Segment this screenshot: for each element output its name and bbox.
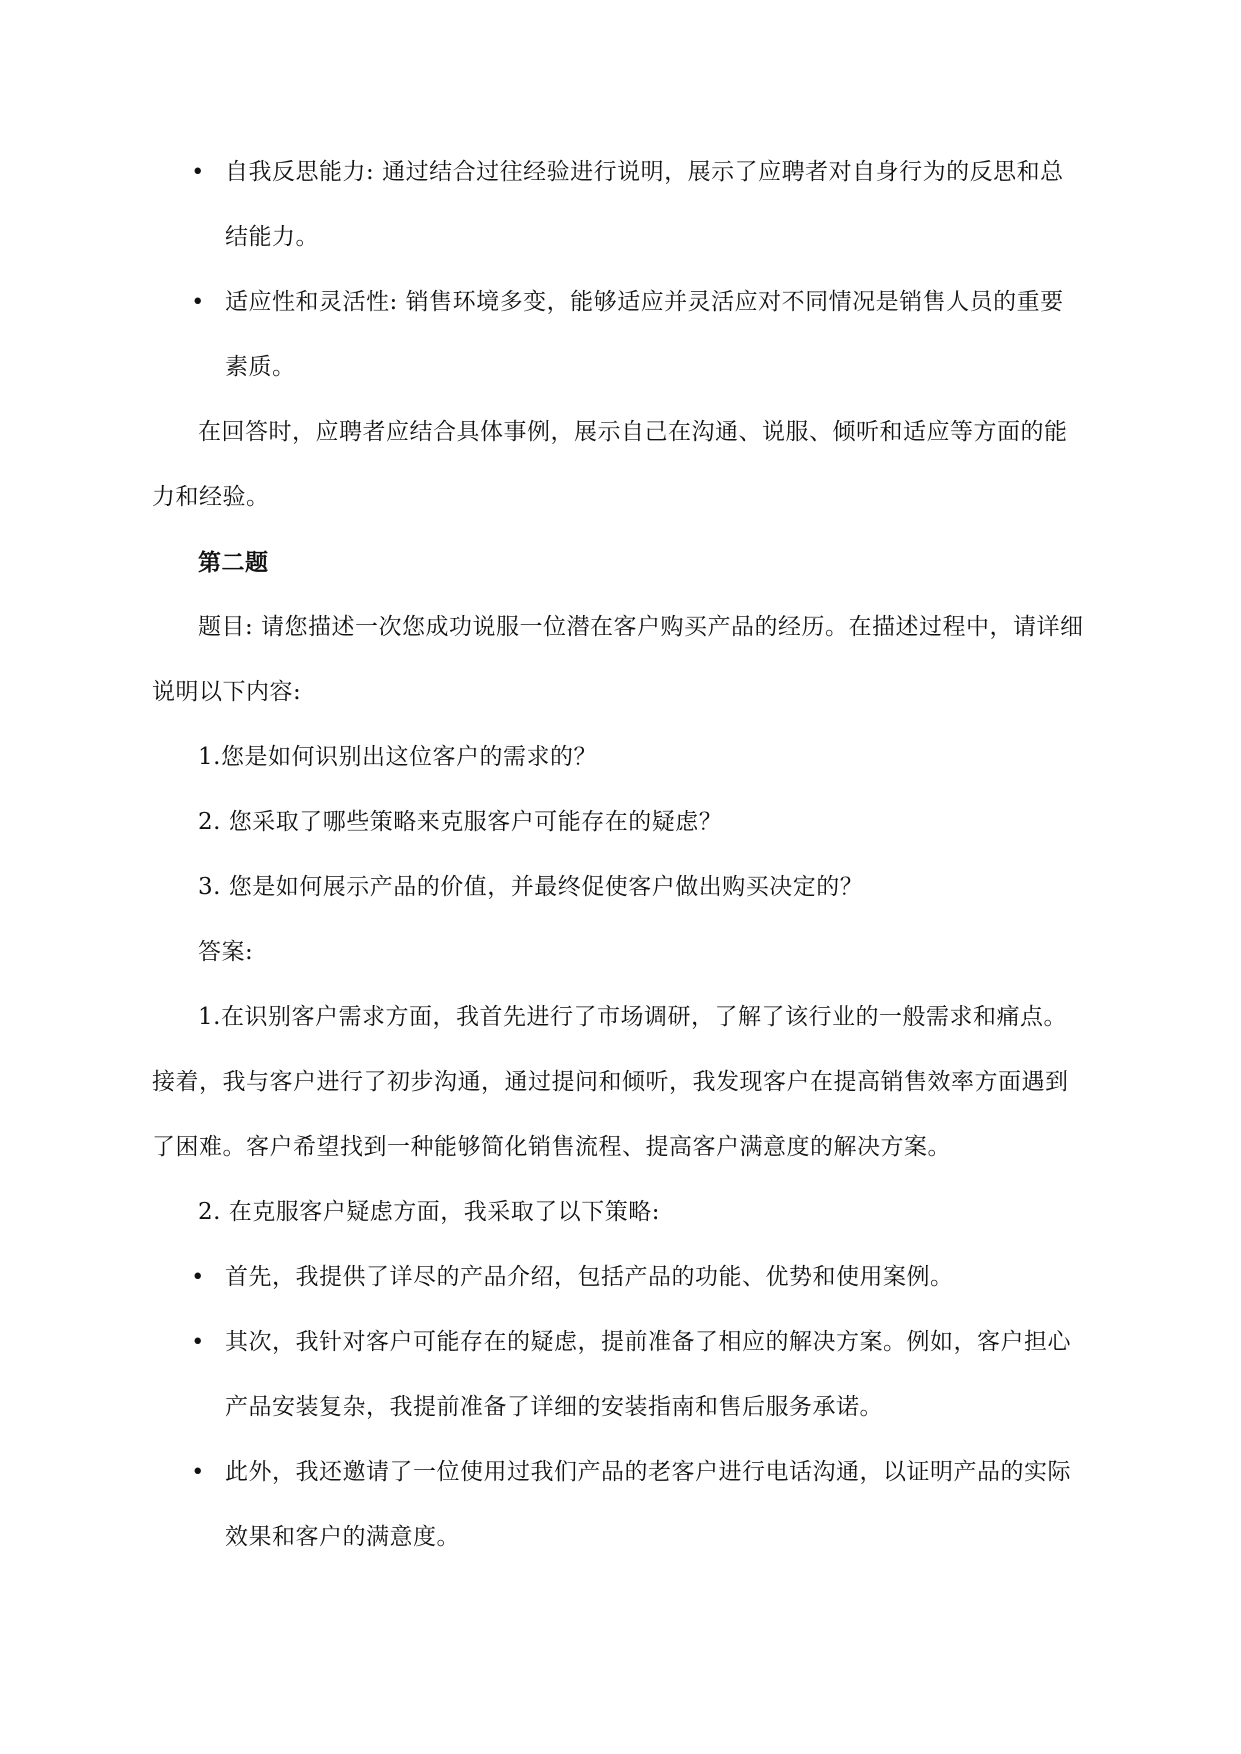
question-item: 2. 您采取了哪些策略来克服客户可能存在的疑虑？ <box>198 809 723 835</box>
answer-one-paragraph: 1.在识别客户需求方面，我首先进行了市场调研，了解了该行业的一般需求和痛点。接着，我与客户进行了初步沟通，通过提问和倾听，我发现客户在提高销售效率方面遇到了困难。客户希望找到一种能够简化销售流程、提高客户满意度的解决方案。 <box>152 1004 1069 1160</box>
list-item <box>152 1310 1087 1440</box>
bullet-icon: • <box>191 1265 205 1290</box>
list-item <box>152 1245 1087 1310</box>
summary-paragraph: 在回答时，应聘者应结合具体事例，展示自己在沟通、说服、倾听和适应等方面的能力和经验。 <box>152 419 1068 510</box>
list-item <box>152 140 1087 270</box>
bullet-term: 适应性和灵活性: <box>225 289 398 315</box>
bullet-text: 其次，我针对客户可能存在的疑虑，提前准备了相应的解决方案。例如，客户担心产品安装复杂，我提前准备了详细的安装指南和售后服务承诺。 <box>225 1329 1071 1420</box>
strategy-bullet-list <box>152 1245 1087 1570</box>
question-item: 3. 您是如何展示产品的价值，并最终促使客户做出购买决定的？ <box>198 874 864 900</box>
question-item: 1.您是如何识别出这位客户的需求的？ <box>198 744 597 770</box>
bullet-icon: • <box>191 1460 205 1485</box>
list-item <box>152 1440 1087 1570</box>
answer-two-intro: 2. 在克服客户疑虑方面，我采取了以下策略: <box>198 1199 661 1225</box>
bullet-text: 首先，我提供了详尽的产品介绍，包括产品的功能、优势和使用案例。 <box>225 1264 954 1290</box>
question-intro: 题目: 请您描述一次您成功说服一位潜在客户购买产品的经历。在描述过程中，请详细说明以下内容: <box>152 614 1084 705</box>
bullet-term: 自我反思能力: <box>225 159 375 185</box>
bullet-text: 通过结合过往经验进行说明，展示了应聘者对自身行为的反思和总结能力。 <box>225 159 1064 250</box>
list-item <box>152 270 1087 400</box>
bullet-text: 销售环境多变，能够适应并灵活应对不同情况是销售人员的重要素质。 <box>225 289 1064 380</box>
bullet-icon: • <box>191 160 205 185</box>
answer-label: 答案: <box>198 939 254 965</box>
bullet-icon: • <box>191 290 205 315</box>
ability-bullet-list <box>152 140 1087 400</box>
bullet-icon: • <box>191 1330 205 1355</box>
document-body <box>152 140 1087 1570</box>
section-heading: 第二题 <box>198 549 269 576</box>
bullet-text: 此外，我还邀请了一位使用过我们产品的老客户进行电话沟通，以证明产品的实际效果和客户的满意度。 <box>225 1459 1071 1550</box>
